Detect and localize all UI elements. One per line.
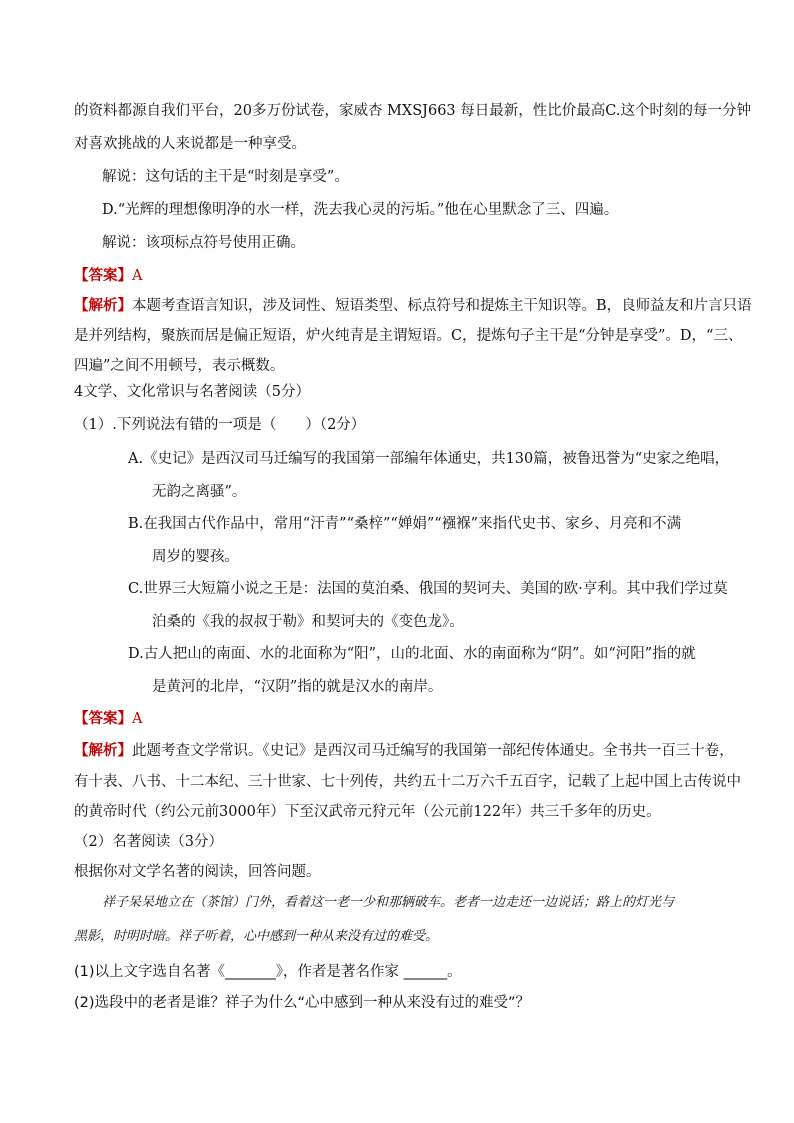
- quote-passage: 黑影，时明时暗。祥子听着，心中感到一种从来没有过的难受。: [74, 929, 439, 944]
- section-heading: 4文学、文化常识与名著阅读（5分）: [74, 384, 310, 400]
- analysis-text: 四遍”之间不用顿号，表示概数。: [74, 358, 285, 374]
- option-c-cont: 泊桑的《我的叔叔于勒》和契诃夫的《变色龙》。: [152, 614, 464, 630]
- answer-value: A: [132, 268, 143, 284]
- quote-passage: 祥子呆呆地立在（茶馆）门外，看着这一老一少和那辆破车。老者一边走还一边说话；路上的灯光与: [102, 895, 675, 910]
- option-d-cont: 是黄河的北岸，“汉阴”指的就是汉水的南岸。: [152, 679, 443, 695]
- option-d-line: D.“光辉的理想像明净的水一样，洗去我心灵的污垢。”他在心里默念了三、四遍。: [102, 202, 619, 218]
- analysis-text: 本题考查语言知识，涉及词性、短语类型、标点符号和提炼主干知识等。B，良师益友和片言只语: [132, 298, 752, 314]
- explain-line: 解说：这句话的主干是“时刻是享受”。: [102, 169, 349, 185]
- text-line: 的资料都源自我们平台，20多万份试卷，家威杏 MXSJ663 每日最新，性比价最高C.这个时刻的每一分钟: [74, 103, 751, 119]
- option-c: C.世界三大短篇小说之王是：法国的莫泊桑、俄国的契诃夫、美国的欧·亨利。其中我们学过莫: [128, 581, 728, 597]
- analysis-text: 有十表、八书、十二本纪、三十世家、七十列传，共约五十二万六千五百字，记载了上起中国上古传说中: [74, 774, 741, 790]
- question-2: （2）名著阅读（3分）: [74, 834, 223, 850]
- answer-line: [74, 709, 142, 729]
- answer-tag: 【答案】: [74, 710, 132, 727]
- option-a: A.《史记》是西汉司马迁编写的我国第一部编年体通史，共130篇，被鲁迅誉为“史家之绝唱，: [128, 451, 730, 467]
- option-a-cont: 无韵之离骚”。: [152, 484, 247, 500]
- analysis-text: 此题考查文学常识。《史记》是西汉司马迁编写的我国第一部纪传体通史。全书共一百三十卷，: [132, 743, 734, 759]
- option-d: D.古人把山的南面、水的北面称为“阳”，山的北面、水的南面称为“阴”。如“河阳”指的就: [128, 646, 696, 662]
- sub-question-1: (1)以上文字选自名著《_______》，作者是著名作家 ______。: [74, 964, 462, 980]
- question-2-intro: 根据你对文学名著的阅读，回答问题。: [74, 864, 321, 880]
- text-line: 对喜欢挑战的人来说都是一种享受。: [74, 136, 306, 152]
- analysis-text: 的黄帝时代（约公元前3000年）下至汉武帝元狩元年（公元前122年）共三千多年的历史。: [74, 804, 661, 820]
- answer-line: [74, 266, 142, 286]
- analysis-tag: 【解析】: [74, 297, 132, 314]
- option-b-cont: 周岁的婴孩。: [152, 549, 239, 565]
- analysis-text: 是并列结构，聚族而居是偏正短语，炉火纯青是主谓短语。C，提炼句子主干是“分钟是享受”。D，“三、: [74, 328, 743, 344]
- question-1: （1）.下列说法有错的一项是（ ）（2分）: [74, 417, 366, 433]
- answer-value: A: [132, 711, 143, 727]
- answer-tag: 【答案】: [74, 267, 132, 284]
- analysis-tag: 【解析】: [74, 742, 132, 759]
- analysis-line: [74, 741, 734, 761]
- sub-question-2: (2)选段中的老者是谁？祥子为什么“心中感到一种从来没有过的难受”？: [74, 995, 531, 1011]
- analysis-line: [74, 296, 752, 316]
- explain-line: 解说：该项标点符号使用正确。: [102, 235, 305, 251]
- option-b: B.在我国古代作品中，常用“汗青”“桑梓”“婵娟”“襁褓”来指代史书、家乡、月亮和不满: [128, 516, 682, 532]
